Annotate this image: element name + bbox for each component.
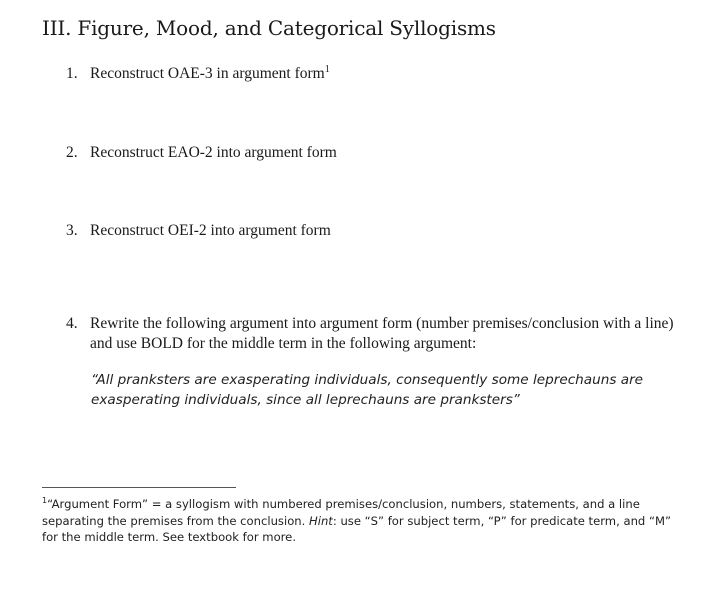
question-number: 2. <box>66 144 78 161</box>
question-3 <box>66 221 676 241</box>
question-number: 4. <box>66 315 78 332</box>
footnote <box>42 496 682 546</box>
question-text: Reconstruct EAO-2 into argument form <box>90 144 337 161</box>
footnote-text-part1: “Argument Form” = a syllogism with numbered premises/conclusion, numbers, statements, and a line separating the premises from the conclusion. <box>42 497 640 528</box>
question-text: Rewrite the following argument into argument form (number premises/conclusion with a line) and use BOLD for the middle term in the following argument: <box>90 315 674 352</box>
argument-quote: “All pranksters are exasperating individuals, consequently some leprechauns are exasperating individuals, since all leprechauns are pranksters” <box>91 372 644 408</box>
footnote-hint-label: Hint <box>309 513 333 528</box>
question-4 <box>66 314 676 354</box>
question-text: Reconstruct OAE-3 in argument form <box>90 65 325 82</box>
question-number: 3. <box>66 222 78 239</box>
question-1 <box>66 64 676 84</box>
footnote-mark: 1 <box>42 496 48 506</box>
footnote-separator <box>42 487 236 488</box>
question-number: 1. <box>66 65 78 82</box>
footnote-text-part2: : use “S” for subject term, “P” for predicate term, and “M” for the middle term. See textbook for more. <box>42 513 671 544</box>
question-2 <box>66 143 676 163</box>
footnote-reference[interactable]: 1 <box>324 63 330 75</box>
question-text: Reconstruct OEI-2 into argument form <box>90 222 331 239</box>
section-title: III. Figure, Mood, and Categorical Syllogisms <box>42 16 496 40</box>
